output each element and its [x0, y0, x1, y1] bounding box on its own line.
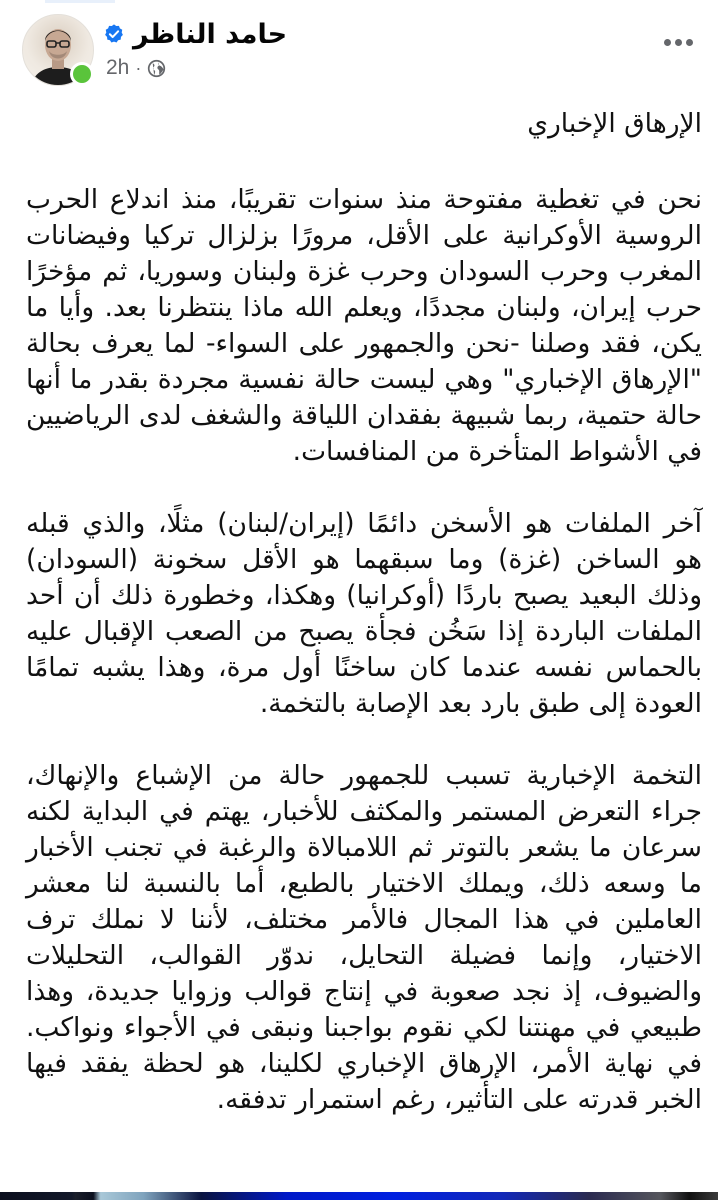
post-header — [0, 0, 718, 95]
post-meta — [106, 56, 166, 80]
post-paragraph: التخمة الإخبارية تسبب للجمهور حالة من الإشباع والإنهاك، جراء التعرض المستمر والمكثف للأخبار، يهتم في البداية لكنه سرعان ما يشعر بالتوتر ثم اللامبالاة والرغبة في تجنب الأخبار ما وسعه ذلك، ويملك الاختيار بالطبع، أما بالنسبة لنا معشر العاملين في هذا المجال فالأمر مختلف، لأننا لا نملك ترف الاختيار، وإنما فضيلة التحايل، ندوّر القوالب، التحليلات والضيوف، إذ نجد صعوبة في إنتاج قوالب وزوايا جديدة، وهذا طبيعي في مهنتنا لكي نقوم بواجبنا ونبقى في الأجواء ونواكب. في نهاية الأمر، الإرهاق الإخباري لكلينا، هو لحظة يفقد فيها الخبر قدرته على التأثير، رغم استمرار تدفقه. — [26, 760, 702, 1115]
meta-separator: · — [135, 57, 142, 78]
post-timestamp[interactable]: 2h — [106, 56, 130, 79]
post-paragraph: آخر الملفات هو الأسخن دائمًا (إيران/لبنان) مثلًا، والذي قبله هو الساخن (غزة) وما سبقهما هو الأقل سخونة (السودان) وذلك البعيد يصبح باردًا (أوكرانيا) وهكذا، وخطورة ذلك أن أحد الملفات الباردة إذا سَخُن فجأة يصبح من الصعب الإقبال عليه بالحماس نفسه عندما كان ساخنًا أول مرة، وهذا يشبه تمامًا العودة إلى طبق بارد بعد الإصابة بالتخمة. — [26, 508, 702, 719]
post-attached-image[interactable] — [0, 1192, 718, 1200]
verified-badge-icon — [103, 23, 125, 45]
post-paragraph: نحن في تغطية مفتوحة منذ سنوات تقريبًا، منذ اندلاع الحرب الروسية الأوكرانية على الأقل، مرورًا بزلزال تركيا وفيضانات المغرب وحرب السودان وحرب غزة ولبنان وسوريا، ثم مؤخرًا حرب إيران، ولبنان مجددًا، ويعلم الله ماذا ينتظرنا بعد. وأيا ما يكن، فقد وصلنا -نحن والجمهور على السواء- لما يعرف بحالة "الإرهاق الإخباري" وهي ليست حالة نفسية مجردة بقدر ما أنها حالة حتمية، ربما شبيهة بفقدان اللياقة والشغف لدى الرياضيين في الأشواط المتأخرة من المنافسات. — [26, 184, 702, 467]
more-options-button[interactable] — [658, 30, 698, 54]
online-status-indicator — [70, 62, 94, 86]
post-body — [26, 100, 702, 1118]
more-dot-icon — [675, 39, 682, 46]
globe-icon[interactable] — [147, 59, 166, 78]
post-title: الإرهاق الإخباري — [527, 108, 702, 139]
more-dot-icon — [664, 39, 671, 46]
more-dot-icon — [686, 39, 693, 46]
author-name-row — [103, 14, 287, 54]
author-name[interactable]: حامد الناظر — [133, 18, 288, 50]
